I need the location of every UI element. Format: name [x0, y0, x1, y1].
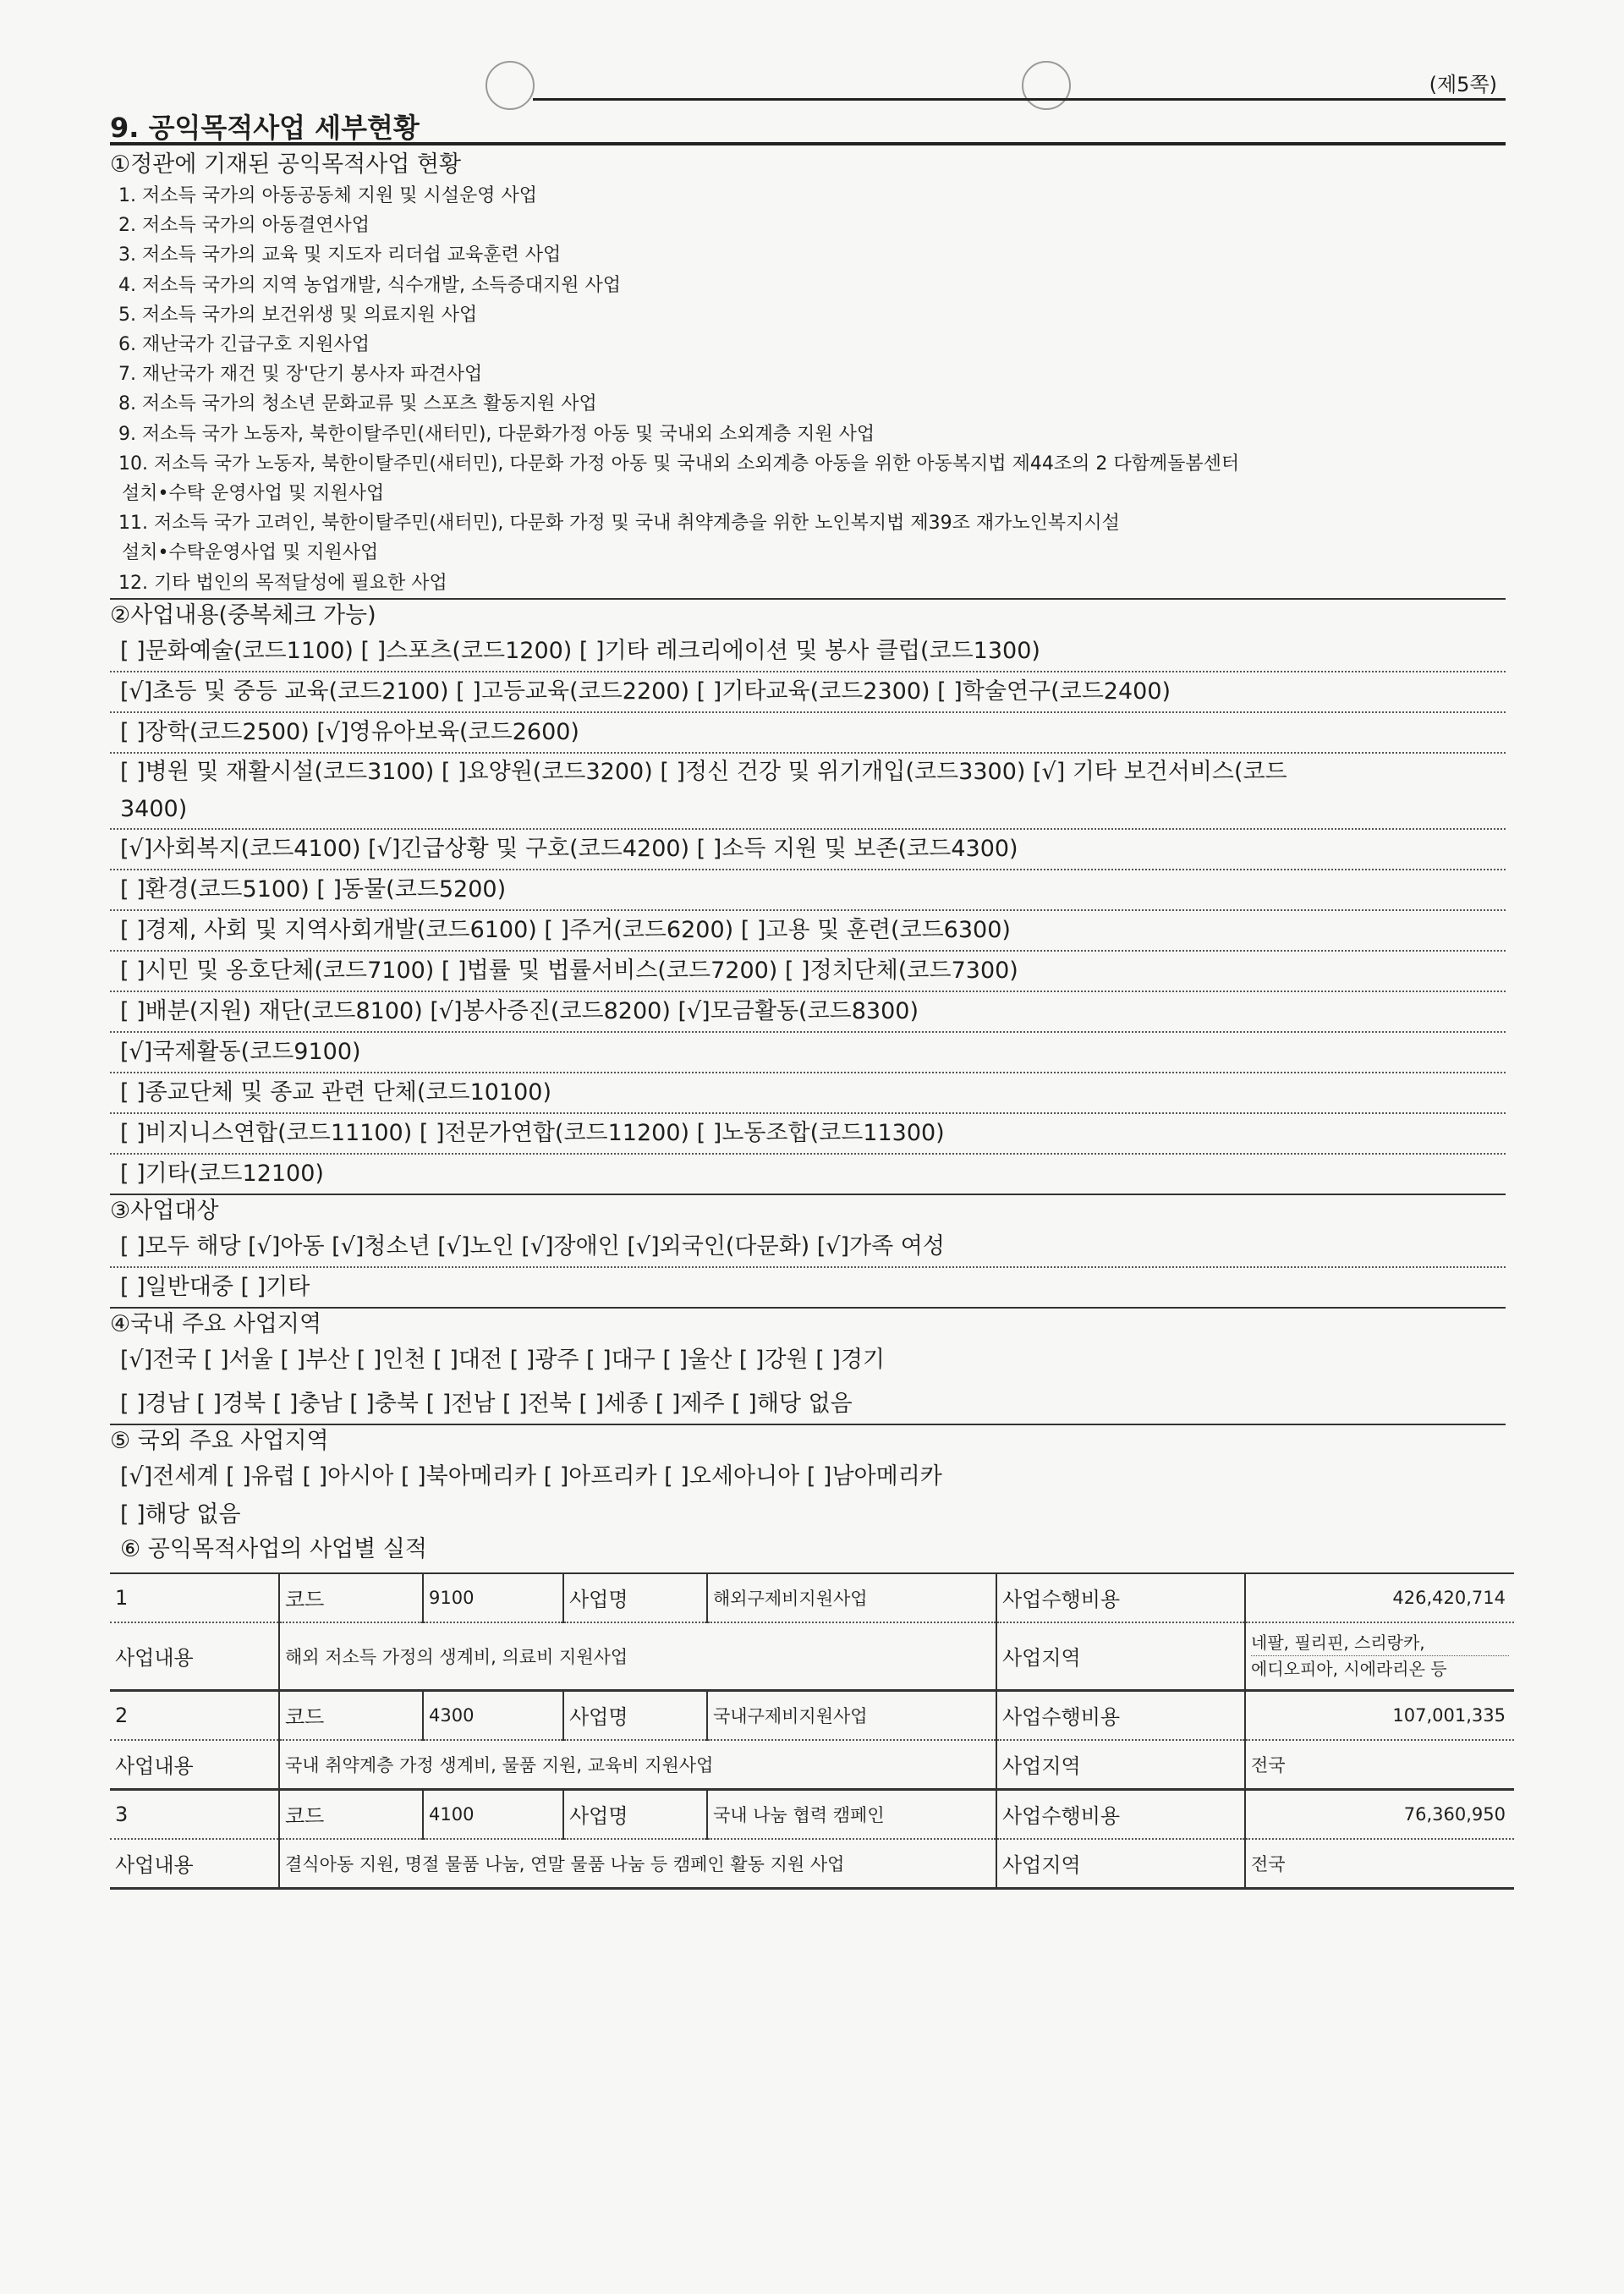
- checkbox-line: [ ]일반대중 [ ]기타: [120, 1273, 310, 1300]
- checkbox-line: [√]전세계 [ ]유럽 [ ]아시아 [ ]북아메리카 [ ]아프리카 [ ]오세아니아 [ ]남아메리카: [120, 1463, 942, 1490]
- list-item: 3. 저소득 국가의 교육 및 지도자 리더쉽 교육훈련 사업: [118, 244, 562, 266]
- region-label: 사업지역: [996, 1839, 1245, 1889]
- region-line: 네팔, 필리핀, 스리랑카,: [1251, 1630, 1509, 1656]
- list-item: 11. 저소득 국가 고려인, 북한이탈주민(새터민), 다문화 가정 및 국내 취약계층을 위한 노인복지법 제39조 재가노인복지시설: [118, 513, 1120, 535]
- section-heading: ①정관에 기재된 공익목적사업 현황: [110, 151, 462, 178]
- region-value: [1245, 1622, 1514, 1691]
- section-domestic-regions: [110, 1309, 1506, 1424]
- name-value: 국내 나눔 협력 캠페인: [707, 1789, 996, 1839]
- list-item: 5. 저소득 국가의 보건위생 및 의료지원 사업: [118, 304, 478, 326]
- checkbox-line: [ ]경남 [ ]경북 [ ]충남 [ ]충북 [ ]전남 [ ]전북 [ ]세종 [ ]제주 [ ]해당 없음: [120, 1390, 853, 1417]
- cost-label: 사업수행비용: [996, 1690, 1245, 1740]
- section-heading: ④국내 주요 사업지역: [110, 1310, 322, 1337]
- page-title: 9. 공익목적사업 세부현황: [110, 112, 420, 144]
- checkbox-line: [ ]병원 및 재활시설(코드3100) [ ]요양원(코드3200) [ ]정신 건강 및 위기개입(코드3300) [√] 기타 보건서비스(코드: [120, 758, 1287, 785]
- name-label: 사업명: [563, 1690, 707, 1740]
- list-item: 설치•수탁 운영사업 및 지원사업: [122, 483, 385, 505]
- code-label: 코드: [279, 1573, 423, 1622]
- region-value: 전국: [1245, 1740, 1514, 1790]
- checkbox-line: [ ]기타(코드12100): [120, 1160, 324, 1187]
- content-value: 국내 취약계층 가정 생계비, 물품 지원, 교육비 지원사업: [279, 1740, 996, 1790]
- section-heading: ⑥ 공익목적사업의 사업별 실적: [120, 1535, 427, 1562]
- content-label: 사업내용: [110, 1622, 279, 1691]
- section-targets: [110, 1195, 1506, 1307]
- region-line: 에디오피아, 시에라리온 등: [1251, 1659, 1447, 1680]
- code-value: 4100: [423, 1789, 563, 1839]
- section-business-content: [110, 600, 1506, 1194]
- region-label: 사업지역: [996, 1740, 1245, 1790]
- section-overseas-regions: [110, 1425, 1506, 1534]
- checkbox-line: [ ]시민 및 옹호단체(코드7100) [ ]법률 및 법률서비스(코드7200) [ ]정치단체(코드7300): [120, 957, 1018, 984]
- section-heading: ②사업내용(중복체크 가능): [110, 601, 376, 628]
- list-item: 12. 기타 법인의 목적달성에 필요한 사업: [118, 572, 447, 594]
- form-content: [110, 149, 1506, 1890]
- content-label: 사업내용: [110, 1839, 279, 1889]
- code-value: 9100: [423, 1573, 563, 1622]
- section-articles: [110, 149, 1506, 598]
- checkbox-line: [√]전국 [ ]서울 [ ]부산 [ ]인천 [ ]대전 [ ]광주 [ ]대구 [ ]울산 [ ]강원 [ ]경기: [120, 1346, 886, 1373]
- title-rule: [110, 142, 1506, 145]
- table-row: [110, 1690, 1514, 1740]
- section-heading: ③사업대상: [110, 1197, 219, 1224]
- content-value: 결식아동 지원, 명절 물품 나눔, 연말 물품 나눔 등 캠페인 활동 지원 사업: [279, 1839, 996, 1889]
- list-item: 7. 재난국가 재건 및 장'단기 봉사자 파견사업: [118, 364, 483, 386]
- name-label: 사업명: [563, 1573, 707, 1622]
- cost-value: 426,420,714: [1245, 1573, 1514, 1622]
- row-number: 2: [110, 1690, 279, 1740]
- code-label: 코드: [279, 1690, 423, 1740]
- name-label: 사업명: [563, 1789, 707, 1839]
- checkbox-line: [ ]종교단체 및 종교 관련 단체(코드10100): [120, 1078, 552, 1106]
- section-performance: [110, 1534, 1506, 1890]
- cost-label: 사업수행비용: [996, 1573, 1245, 1622]
- content-value: 해외 저소득 가정의 생계비, 의료비 지원사업: [279, 1622, 996, 1691]
- code-label: 코드: [279, 1789, 423, 1839]
- list-item: 2. 저소득 국가의 아동결연사업: [118, 215, 370, 237]
- header-rule: [533, 98, 1506, 101]
- list-item: 8. 저소득 국가의 청소년 문화교류 및 스포츠 활동지원 사업: [118, 393, 597, 415]
- region-label: 사업지역: [996, 1622, 1245, 1691]
- checkbox-line: [ ]해당 없음: [120, 1501, 241, 1528]
- list-item: 6. 재난국가 긴급구호 지원사업: [118, 334, 370, 356]
- page-number: (제5쪽): [1429, 73, 1497, 96]
- checkbox-line: [ ]모두 해당 [√]아동 [√]청소년 [√]노인 [√]장애인 [√]외국인(다문화) [√]가족 여성: [120, 1232, 945, 1260]
- punch-hole-right: [1022, 61, 1071, 110]
- checkbox-line: [ ]비지니스연합(코드11100) [ ]전문가연합(코드11200) [ ]노동조합(코드11300): [120, 1119, 945, 1146]
- table-row: [110, 1789, 1514, 1839]
- checkbox-line: [ ]장학(코드2500) [√]영유아보육(코드2600): [120, 718, 579, 745]
- checkbox-line: 3400): [120, 795, 188, 822]
- name-value: 해외구제비지원사업: [707, 1573, 996, 1622]
- checkbox-line: [ ]문화예술(코드1100) [ ]스포츠(코드1200) [ ]기타 레크리에이션 및 봉사 클럽(코드1300): [120, 637, 1040, 664]
- region-value: 전국: [1245, 1839, 1514, 1889]
- cost-value: 76,360,950: [1245, 1789, 1514, 1839]
- table-row: [110, 1622, 1514, 1691]
- table-row: [110, 1740, 1514, 1790]
- list-item: 1. 저소득 국가의 아동공동체 지원 및 시설운영 사업: [118, 185, 537, 206]
- code-value: 4300: [423, 1690, 563, 1740]
- section-heading: ⑤ 국외 주요 사업지역: [110, 1427, 329, 1454]
- table-row: [110, 1839, 1514, 1889]
- list-item: 9. 저소득 국가 노동자, 북한이탈주민(새터민), 다문화가정 아동 및 국내외 소외계층 지원 사업: [118, 423, 875, 445]
- list-item: 10. 저소득 국가 노동자, 북한이탈주민(새터민), 다문화 가정 아동 및 국내외 소외계층 아동을 위한 아동복지법 제44조의 2 다함께돌봄센터: [118, 453, 1240, 475]
- content-label: 사업내용: [110, 1740, 279, 1790]
- checkbox-line: [ ]경제, 사회 및 지역사회개발(코드6100) [ ]주거(코드6200) [ ]고용 및 훈련(코드6300): [120, 916, 1011, 943]
- list-item: 설치•수탁운영사업 및 지원사업: [122, 542, 379, 564]
- punch-hole-left: [486, 61, 535, 110]
- name-value: 국내구제비지원사업: [707, 1690, 996, 1740]
- checkbox-line: [ ]배분(지원) 재단(코드8100) [√]봉사증진(코드8200) [√]모금활동(코드8300): [120, 997, 919, 1024]
- row-number: 1: [110, 1573, 279, 1622]
- row-number: 3: [110, 1789, 279, 1839]
- list-item: 4. 저소득 국가의 지역 농업개발, 식수개발, 소득증대지원 사업: [118, 274, 621, 296]
- checkbox-line: [ ]환경(코드5100) [ ]동물(코드5200): [120, 875, 507, 903]
- performance-table: [110, 1572, 1514, 1890]
- checkbox-line: [√]사회복지(코드4100) [√]긴급상황 및 구호(코드4200) [ ]소득 지원 및 보존(코드4300): [120, 835, 1018, 862]
- checkbox-line: [√]초등 및 중등 교육(코드2100) [ ]고등교육(코드2200) [ ]기타교육(코드2300) [ ]학술연구(코드2400): [120, 678, 1171, 705]
- cost-label: 사업수행비용: [996, 1789, 1245, 1839]
- cost-value: 107,001,335: [1245, 1690, 1514, 1740]
- checkbox-line: [√]국제활동(코드9100): [120, 1038, 361, 1065]
- table-row: [110, 1573, 1514, 1622]
